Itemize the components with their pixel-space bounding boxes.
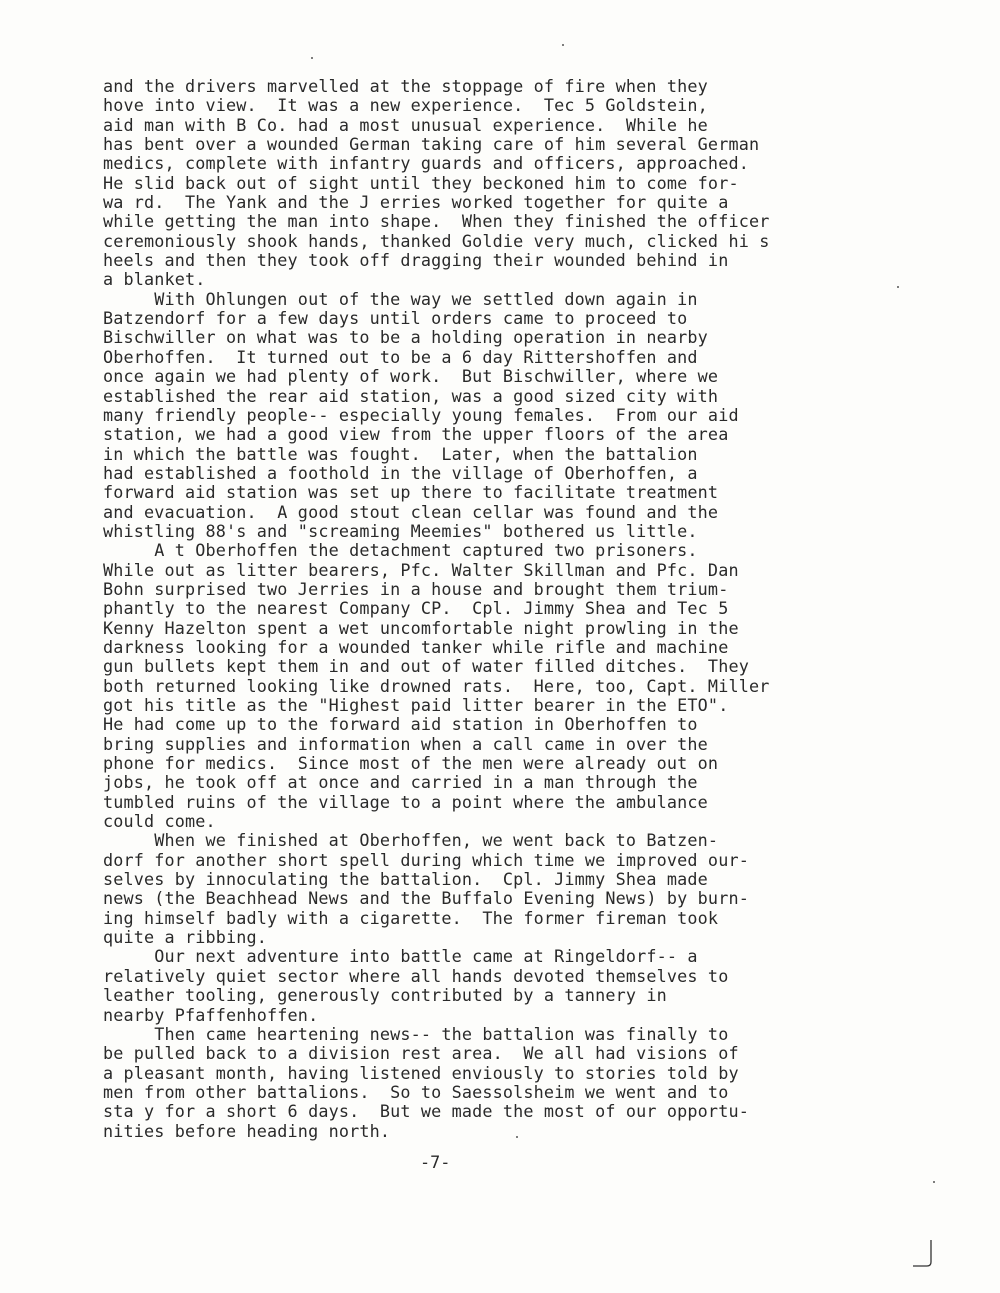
text-line: relatively quiet sector where all hands devoted themselves to: [103, 965, 729, 986]
text-line: and the drivers marvelled at the stoppage of fire when they: [103, 76, 708, 96]
text-line: sta y for a short 6 days. But we made the most of our opportu-: [103, 1101, 749, 1122]
text-line: wa rd. The Yank and the J erries worked together for quite a: [103, 192, 729, 213]
text-line: a pleasant month, having listened enviously to stories told by: [103, 1062, 739, 1083]
text-line: Batzendorf for a few days until orders came to proceed to: [103, 308, 688, 329]
text-line: leather tooling, generously contributed by a tannery in: [103, 985, 667, 1006]
text-line: A t Oberhoffen the detachment captured two prisoners.: [103, 540, 698, 561]
text-line: phantly to the nearest Company CP. Cpl. Jimmy Shea and Tec 5: [103, 598, 729, 619]
text-line: nearby Pfaffenhoffen.: [103, 1004, 319, 1025]
text-line: ing himself badly with a cigarette. The former fireman took: [103, 907, 719, 928]
text-line: While out as litter bearers, Pfc. Walter Skillman and Pfc. Dan: [103, 559, 739, 580]
body-text: [103, 77, 903, 1141]
text-line: Kenny Hazelton spent a wet uncomfortable night prowling in the: [103, 617, 739, 638]
scan-speck: [562, 44, 564, 46]
text-line: nities before heading north.: [103, 1120, 391, 1141]
text-line: men from other battalions. So to Saessolsheim we went and to: [103, 1081, 729, 1102]
text-line: Bischwiller on what was to be a holding operation in nearby: [103, 327, 708, 348]
text-line: Oberhoffen. It turned out to be a 6 day Rittershoffen and: [103, 346, 698, 367]
text-line: had established a foothold in the village of Oberhoffen, a: [103, 462, 698, 483]
text-line: many friendly people-- especially young females. From our aid: [103, 404, 739, 425]
text-line: He had come up to the forward aid station in Oberhoffen to: [103, 714, 698, 735]
text-line: once again we had plenty of work. But Bischwiller, where we: [103, 366, 719, 387]
text-line: medics, complete with infantry guards and officers, approached.: [103, 153, 749, 174]
text-line: tumbled ruins of the village to a point where the ambulance: [103, 791, 708, 812]
text-line: and evacuation. A good stout clean cellar was found and the: [103, 501, 719, 522]
text-line: could come.: [103, 811, 216, 832]
text-line: Bohn surprised two Jerries in a house and brought them trium-: [103, 578, 729, 599]
text-line: darkness looking for a wounded tanker while rifle and machine: [103, 636, 729, 657]
text-line: ceremoniously shook hands, thanked Goldie very much, clicked hi s: [103, 230, 770, 251]
text-line: Then came heartening news-- the battalion was finally to: [103, 1023, 729, 1044]
text-line: established the rear aid station, was a good sized city with: [103, 385, 719, 406]
text-line: When we finished at Oberhoffen, we went back to Batzen-: [103, 830, 719, 851]
page-number: -7-: [420, 1152, 451, 1172]
scan-speck: [933, 1181, 935, 1183]
text-line: dorf for another short spell during which time we improved our-: [103, 849, 749, 870]
text-line: station, we had a good view from the upper floors of the area: [103, 424, 729, 445]
text-line: be pulled back to a division rest area. We all had visions of: [103, 1043, 739, 1064]
text-line: forward aid station was set up there to facilitate treatment: [103, 482, 719, 503]
text-line: both returned looking like drowned rats. Here, too, Capt. Miller: [103, 675, 770, 696]
text-line: news (the Beachhead News and the Buffalo Evening News) by burn-: [103, 888, 749, 909]
text-line: quite a ribbing.: [103, 927, 268, 948]
text-line: Our next adventure into battle came at Ringeldorf-- a: [103, 946, 698, 967]
text-line: a blanket.: [103, 269, 206, 290]
text-line: heels and then they took off dragging their wounded behind in: [103, 250, 729, 271]
corner-mark: [912, 1238, 936, 1268]
text-line: He slid back out of sight until they beckoned him to come for-: [103, 172, 739, 193]
text-line: got his title as the "Highest paid litter bearer in the ETO".: [103, 695, 729, 715]
text-line: has bent over a wounded German taking care of him several German: [103, 134, 760, 155]
scan-speck: [311, 57, 313, 59]
text-line: hove into view. It was a new experience. Tec 5 Goldstein,: [103, 95, 708, 116]
text-line: jobs, he took off at once and carried in a man through the: [103, 772, 698, 793]
text-line: aid man with B Co. had a most unusual experience. While he: [103, 114, 708, 135]
text-line: With Ohlungen out of the way we settled down again in: [103, 288, 698, 309]
text-line: gun bullets kept them in and out of water filled ditches. They: [103, 656, 749, 677]
scan-speck: [516, 1136, 518, 1138]
text-line: bring supplies and information when a call came in over the: [103, 733, 708, 754]
text-line: while getting the man into shape. When they finished the officer: [103, 211, 770, 232]
text-line: phone for medics. Since most of the men were already out on: [103, 753, 719, 774]
scan-speck: [897, 286, 899, 288]
text-line: selves by innoculating the battalion. Cpl. Jimmy Shea made: [103, 869, 708, 890]
text-line: whistling 88's and "screaming Meemies" bothered us little.: [103, 520, 698, 541]
text-line: in which the battle was fought. Later, when the battalion: [103, 443, 698, 464]
